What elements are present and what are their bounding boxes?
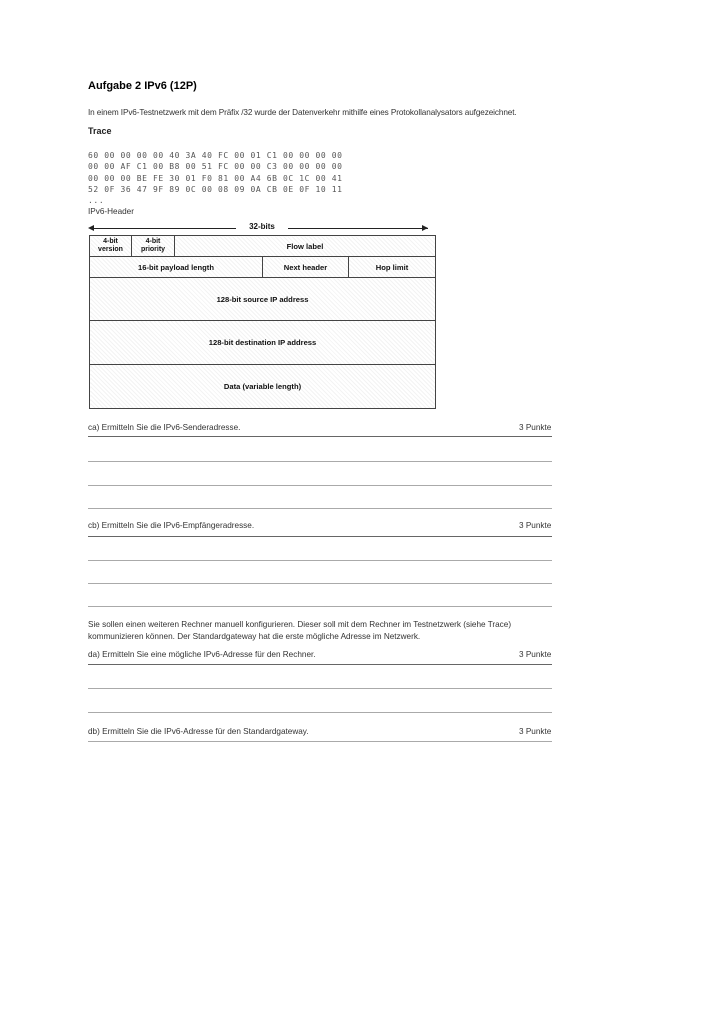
answer-line (88, 583, 552, 584)
trace-line: 00 00 00 BE FE 30 01 F0 81 00 A4 6B 0C 1C 00 41 (88, 173, 343, 183)
task-d-intro: Sie sollen einen weiteren Rechner manuell konfigurieren. Dieser soll mit dem Rechner im Testnetzwerk (siehe Trace) kommunizieren können. Der Standardgateway hat die erste mögliche Adresse im Netzwerk. (88, 620, 512, 641)
answer-line (88, 712, 552, 713)
version-field: 4-bit version (90, 236, 132, 257)
trace-line: 52 0F 36 47 9F 89 0C 00 08 09 0A CB 0E 0F 10 11 (88, 184, 343, 194)
answer-line (88, 536, 552, 537)
answer-line (88, 560, 552, 561)
points-da: 3 Punkte (519, 650, 552, 659)
trace-line: 60 00 00 00 00 40 3A 40 FC 00 01 C1 00 00 00 00 (88, 151, 343, 161)
points-ca: 3 Punkte (519, 423, 552, 432)
answer-line (88, 485, 552, 486)
points-db: 3 Punkte (519, 727, 552, 736)
trace-ellipsis: ... (88, 196, 105, 206)
answer-line (88, 688, 552, 689)
points-cb: 3 Punkte (519, 521, 552, 530)
trace-dump (88, 139, 343, 206)
header-label: IPv6-Header (88, 207, 134, 216)
answer-line (88, 436, 552, 437)
intro-text: In einem IPv6-Testnetzwerk mit dem Präfix /32 wurde der Datenverkehr mithilfe eines Protokollanalysators aufgezeichnet. (88, 108, 517, 117)
question-db: db) Ermitteln Sie die IPv6-Adresse für den Standardgateway. (88, 727, 309, 736)
bits-label: 32-bits (249, 222, 275, 231)
question-cb: cb) Ermitteln Sie die IPv6-Empfängeradresse. (88, 521, 255, 530)
bit-width-indicator (88, 222, 434, 234)
answer-line (88, 741, 552, 742)
answer-line (88, 664, 552, 665)
priority-field: 4-bit priority (132, 236, 175, 257)
next-header-field: Next header (263, 257, 349, 278)
arrow-right-icon (422, 225, 428, 231)
question-ca: ca) Ermitteln Sie die IPv6-Senderadresse. (88, 423, 241, 432)
ipv6-header-diagram (89, 235, 436, 409)
answer-line (88, 461, 552, 462)
trace-line: 00 00 AF C1 00 B8 00 51 FC 00 00 C3 00 00 00 00 (88, 162, 343, 172)
question-da: da) Ermitteln Sie eine mögliche IPv6-Adresse für den Rechner. (88, 650, 316, 659)
destination-address-field: 128-bit destination IP address (90, 321, 436, 365)
flow-label-field: Flow label (175, 236, 436, 257)
page-title: Aufgabe 2 IPv6 (12P) (88, 80, 197, 92)
answer-line (88, 606, 552, 607)
trace-label: Trace (88, 126, 112, 136)
data-field: Data (variable length) (90, 365, 436, 409)
answer-line (88, 508, 552, 509)
source-address-field: 128-bit source IP address (90, 278, 436, 321)
hop-limit-field: Hop limit (349, 257, 436, 278)
payload-length-field: 16-bit payload length (90, 257, 263, 278)
